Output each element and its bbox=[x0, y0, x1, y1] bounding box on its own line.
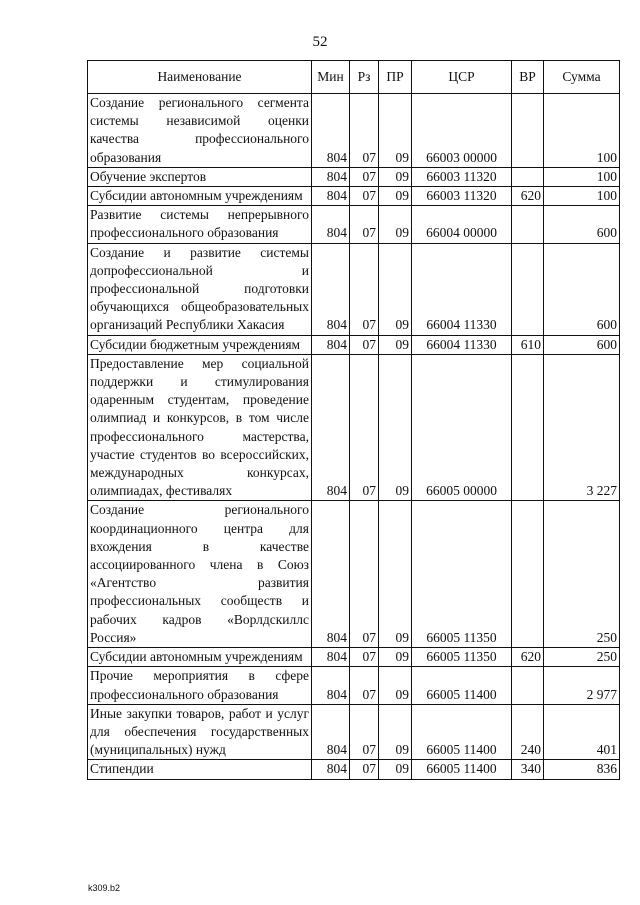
row-vr: 620 bbox=[512, 187, 544, 206]
row-sum: 836 bbox=[544, 760, 620, 779]
row-vr bbox=[512, 243, 544, 335]
row-vr bbox=[512, 206, 544, 243]
row-rz: 07 bbox=[350, 354, 379, 501]
row-vr: 340 bbox=[512, 760, 544, 779]
row-name: Иные закупки товаров, работ и услуг для обеспечения государственных (муниципальных) нужд bbox=[88, 704, 312, 760]
header-rz: Рз bbox=[350, 61, 379, 94]
row-vr bbox=[512, 167, 544, 186]
row-vr bbox=[512, 354, 544, 501]
row-pr: 09 bbox=[379, 94, 412, 168]
table-row bbox=[88, 501, 620, 648]
table-row bbox=[88, 206, 620, 243]
row-csr: 66005 11400 bbox=[412, 667, 512, 704]
row-pr: 09 bbox=[379, 335, 412, 354]
row-rz: 07 bbox=[350, 335, 379, 354]
page-number: 52 bbox=[312, 34, 328, 50]
row-name: Прочие мероприятия в сфере профессионального образования bbox=[88, 667, 312, 704]
row-min: 804 bbox=[312, 501, 350, 648]
row-name: Субсидии бюджетным учреждениям bbox=[88, 335, 312, 354]
row-name: Предоставление мер социальной поддержки и стимулирования одаренным студентам, проведение олимпиад и конкурсов, в том числе профессионального мастерства, участие студентов во всероссийских, международных конкурсах, олимпиадах, фестивалях bbox=[88, 354, 312, 501]
row-min: 804 bbox=[312, 648, 350, 667]
row-sum: 250 bbox=[544, 648, 620, 667]
row-pr: 09 bbox=[379, 760, 412, 779]
table-row bbox=[88, 648, 620, 667]
row-csr: 66005 11400 bbox=[412, 704, 512, 760]
row-sum: 100 bbox=[544, 167, 620, 186]
row-name: Субсидии автономным учреждениям bbox=[88, 187, 312, 206]
row-csr: 66005 11350 bbox=[412, 501, 512, 648]
row-vr: 610 bbox=[512, 335, 544, 354]
row-rz: 07 bbox=[350, 667, 379, 704]
table-header-row bbox=[88, 61, 620, 94]
row-sum: 250 bbox=[544, 501, 620, 648]
row-rz: 07 bbox=[350, 167, 379, 186]
header-min: Мин bbox=[312, 61, 350, 94]
row-rz: 07 bbox=[350, 187, 379, 206]
budget-table bbox=[87, 60, 620, 780]
row-pr: 09 bbox=[379, 354, 412, 501]
row-csr: 66003 11320 bbox=[412, 187, 512, 206]
row-vr bbox=[512, 94, 544, 168]
row-vr bbox=[512, 667, 544, 704]
row-min: 804 bbox=[312, 704, 350, 760]
row-rz: 07 bbox=[350, 501, 379, 648]
row-sum: 600 bbox=[544, 243, 620, 335]
row-min: 804 bbox=[312, 667, 350, 704]
row-min: 804 bbox=[312, 354, 350, 501]
table-row bbox=[88, 94, 620, 168]
table-row bbox=[88, 335, 620, 354]
row-csr: 66004 00000 bbox=[412, 206, 512, 243]
table-row bbox=[88, 243, 620, 335]
row-sum: 100 bbox=[544, 187, 620, 206]
row-name: Стипендии bbox=[88, 760, 312, 779]
header-csr: ЦСР bbox=[412, 61, 512, 94]
row-csr: 66004 11330 bbox=[412, 243, 512, 335]
table-row bbox=[88, 704, 620, 760]
row-pr: 09 bbox=[379, 167, 412, 186]
row-rz: 07 bbox=[350, 94, 379, 168]
row-min: 804 bbox=[312, 760, 350, 779]
row-sum: 401 bbox=[544, 704, 620, 760]
row-pr: 09 bbox=[379, 243, 412, 335]
row-name: Субсидии автономным учреждениям bbox=[88, 648, 312, 667]
row-min: 804 bbox=[312, 206, 350, 243]
row-pr: 09 bbox=[379, 648, 412, 667]
header-vr: ВР bbox=[512, 61, 544, 94]
row-name: Обучение экспертов bbox=[88, 167, 312, 186]
row-min: 804 bbox=[312, 94, 350, 168]
row-sum: 100 bbox=[544, 94, 620, 168]
table-row bbox=[88, 167, 620, 186]
row-csr: 66004 11330 bbox=[412, 335, 512, 354]
row-vr: 240 bbox=[512, 704, 544, 760]
row-csr: 66005 11400 bbox=[412, 760, 512, 779]
row-rz: 07 bbox=[350, 704, 379, 760]
table-row bbox=[88, 187, 620, 206]
table-row bbox=[88, 667, 620, 704]
row-sum: 3 227 bbox=[544, 354, 620, 501]
row-sum: 600 bbox=[544, 206, 620, 243]
row-rz: 07 bbox=[350, 760, 379, 779]
row-pr: 09 bbox=[379, 206, 412, 243]
row-min: 804 bbox=[312, 187, 350, 206]
row-min: 804 bbox=[312, 243, 350, 335]
row-pr: 09 bbox=[379, 501, 412, 648]
row-name: Создание регионального сегмента системы независимой оценки качества профессионального образования bbox=[88, 94, 312, 168]
table-row bbox=[88, 760, 620, 779]
row-csr: 66005 00000 bbox=[412, 354, 512, 501]
row-csr: 66005 11350 bbox=[412, 648, 512, 667]
row-pr: 09 bbox=[379, 187, 412, 206]
header-name: Наименование bbox=[88, 61, 312, 94]
row-name: Создание регионального координационного центра для вхождения в качестве ассоциированного члена в Союз «Агентство развития профессиональных сообществ и рабочих кадров «Ворлдскиллс Россия» bbox=[88, 501, 312, 648]
header-sum: Сумма bbox=[544, 61, 620, 94]
row-csr: 66003 00000 bbox=[412, 94, 512, 168]
row-rz: 07 bbox=[350, 648, 379, 667]
row-sum: 2 977 bbox=[544, 667, 620, 704]
row-vr: 620 bbox=[512, 648, 544, 667]
row-vr bbox=[512, 501, 544, 648]
row-rz: 07 bbox=[350, 243, 379, 335]
row-pr: 09 bbox=[379, 704, 412, 760]
row-pr: 09 bbox=[379, 667, 412, 704]
row-min: 804 bbox=[312, 335, 350, 354]
row-rz: 07 bbox=[350, 206, 379, 243]
row-min: 804 bbox=[312, 167, 350, 186]
row-name: Создание и развитие системы допрофессиональной и профессиональной подготовки обучающихся общеобразовательных организаций Республики Хакасия bbox=[88, 243, 312, 335]
row-sum: 600 bbox=[544, 335, 620, 354]
table-row bbox=[88, 354, 620, 501]
row-csr: 66003 11320 bbox=[412, 167, 512, 186]
header-pr: ПР bbox=[379, 61, 412, 94]
footer-code: k309.b2 bbox=[88, 883, 121, 893]
row-name: Развитие системы непрерывного профессионального образования bbox=[88, 206, 312, 243]
